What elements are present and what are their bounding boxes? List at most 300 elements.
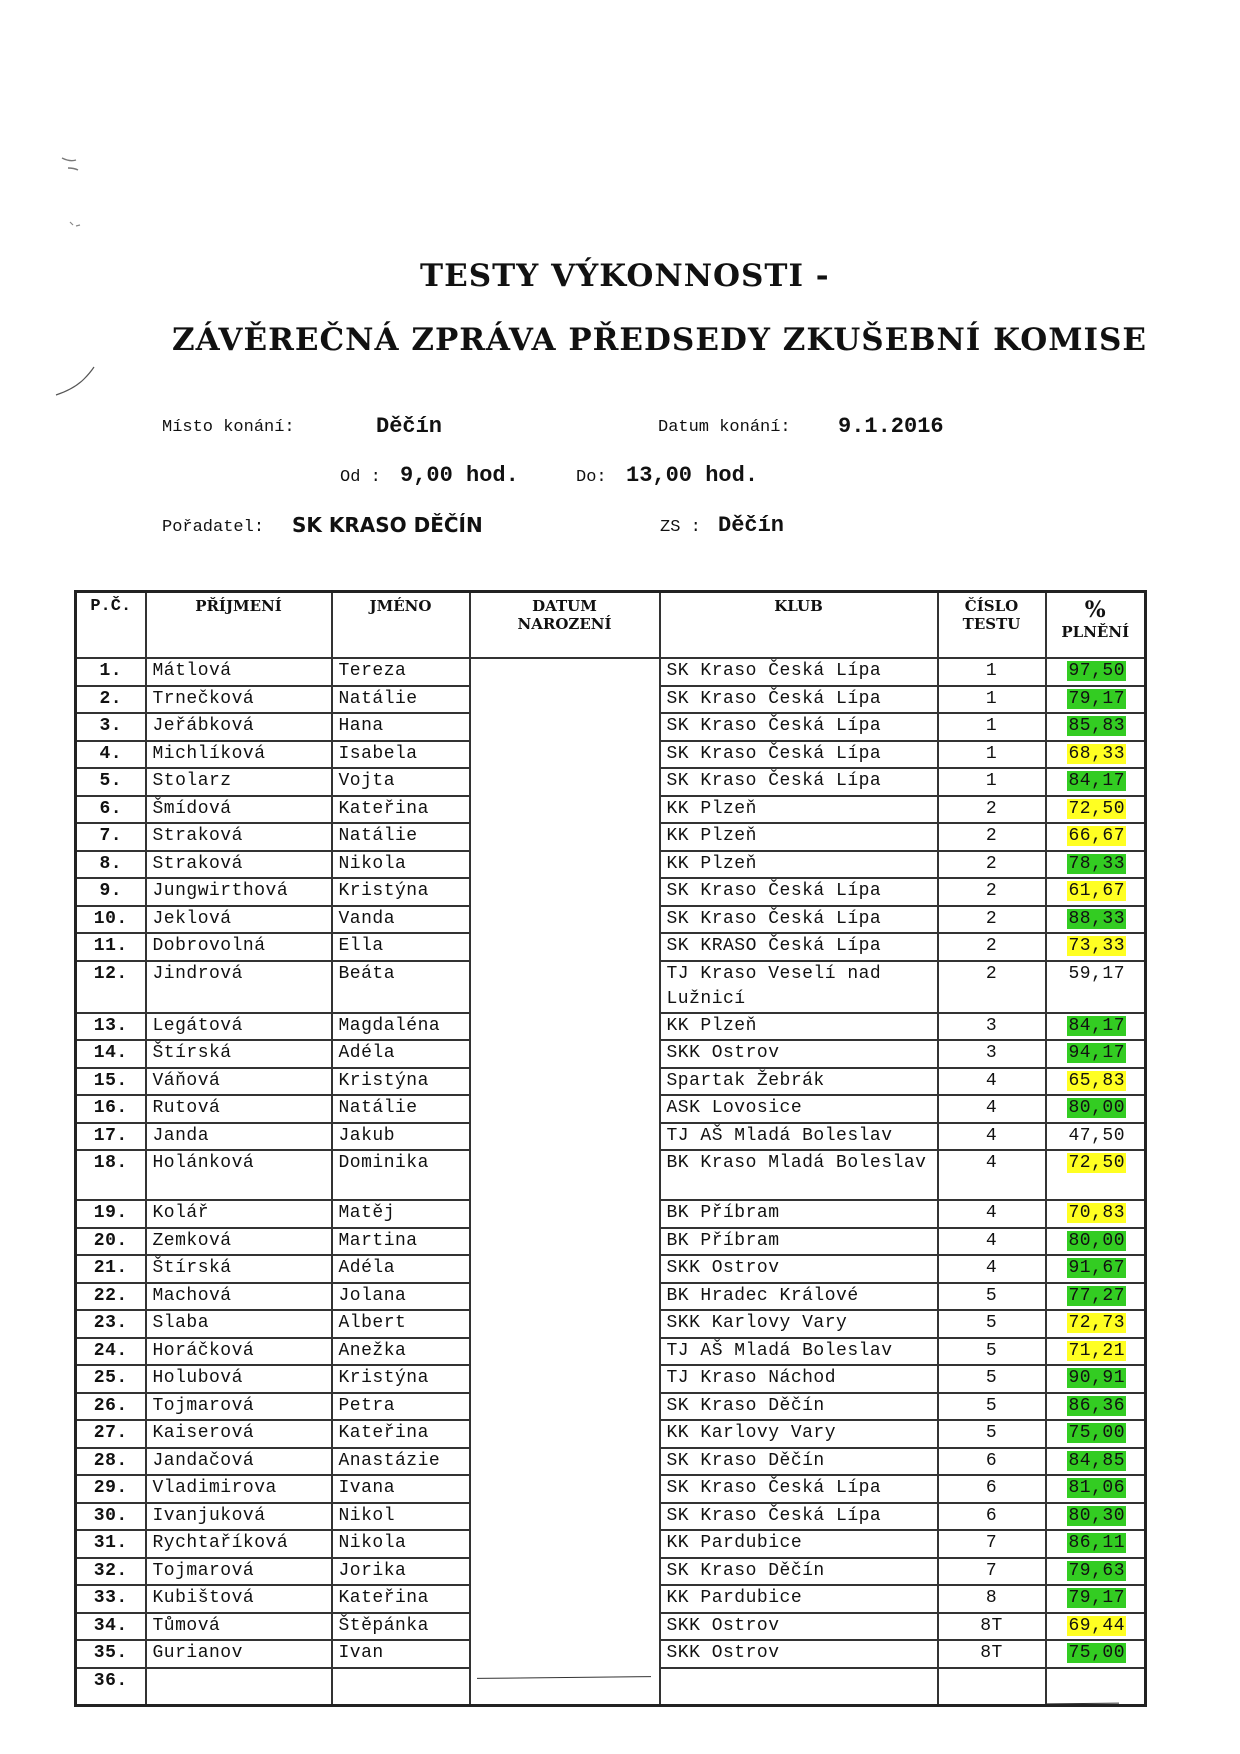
- dob-cell: [470, 1365, 660, 1393]
- results-table: [74, 590, 1147, 1707]
- percentage-cell: [1046, 1068, 1146, 1096]
- percentage-cell: [1046, 1150, 1146, 1200]
- row-number: 14.: [76, 1040, 146, 1068]
- name-cell: Ivana: [332, 1475, 470, 1503]
- percentage-value: 73,33: [1068, 936, 1125, 956]
- name-cell: Jakub: [332, 1123, 470, 1151]
- club-cell: SKK Ostrov: [660, 1040, 938, 1068]
- percentage-cell: [1046, 1448, 1146, 1476]
- dob-cell: [470, 1228, 660, 1256]
- percentage-cell: [1046, 686, 1146, 714]
- percentage-value: 84,17: [1068, 1015, 1125, 1036]
- to-label: Do:: [576, 468, 607, 487]
- header-name: [332, 592, 470, 659]
- surname-cell: Dobrovolná: [146, 933, 332, 961]
- club-cell: KK Plzeň: [660, 851, 938, 879]
- name-cell: Martina: [332, 1228, 470, 1256]
- test-number-cell: 6: [938, 1503, 1046, 1531]
- club-cell: SK Kraso Česká Lípa: [660, 713, 938, 741]
- table-row: [76, 1668, 1146, 1706]
- row-number: 30.: [76, 1503, 146, 1531]
- club-cell: BK Kraso Mladá Boleslav: [660, 1150, 938, 1200]
- surname-cell: Slaba: [146, 1310, 332, 1338]
- test-number-cell: 8: [938, 1585, 1046, 1613]
- place-value: Děčín: [376, 414, 443, 439]
- dob-cell: [470, 1310, 660, 1338]
- percentage-value: 77,27: [1068, 1285, 1125, 1306]
- dob-cell: [470, 796, 660, 824]
- dob-cell: [470, 1420, 660, 1448]
- percentage-value: 81,06: [1068, 1478, 1125, 1498]
- name-cell: [332, 1668, 470, 1706]
- percentage-cell: [1046, 1530, 1146, 1558]
- club-cell: SK Kraso Česká Lípa: [660, 1503, 938, 1531]
- club-cell: SK Kraso Česká Lípa: [660, 686, 938, 714]
- name-cell: Albert: [332, 1310, 470, 1338]
- name-cell: Štěpánka: [332, 1613, 470, 1641]
- dob-cell: [470, 1503, 660, 1531]
- test-number-cell: 4: [938, 1123, 1046, 1151]
- row-number: 12.: [76, 961, 146, 1013]
- header-dob-line1: DATUM: [532, 597, 597, 615]
- table-row: [76, 1200, 1146, 1228]
- percentage-value: 78,33: [1068, 853, 1125, 874]
- name-cell: Ella: [332, 933, 470, 961]
- name-cell: Adéla: [332, 1040, 470, 1068]
- row-number: 3.: [76, 713, 146, 741]
- dob-cell: [470, 1068, 660, 1096]
- name-cell: Nikol: [332, 1503, 470, 1531]
- surname-cell: Mátlová: [146, 658, 332, 686]
- test-number-cell: 4: [938, 1068, 1046, 1096]
- surname-cell: Štírská: [146, 1040, 332, 1068]
- test-number-cell: 5: [938, 1338, 1046, 1366]
- row-number: 29.: [76, 1475, 146, 1503]
- name-cell: Beáta: [332, 961, 470, 1013]
- club-cell: SK Kraso Česká Lípa: [660, 878, 938, 906]
- table-row: [76, 1283, 1146, 1311]
- club-cell: SK KRASO Česká Lípa: [660, 933, 938, 961]
- row-number: 16.: [76, 1095, 146, 1123]
- percentage-value: 72,50: [1068, 1153, 1125, 1173]
- club-cell: SK Kraso Česká Lípa: [660, 1475, 938, 1503]
- club-cell: TJ AŠ Mladá Boleslav: [660, 1123, 938, 1151]
- surname-cell: Vladimirova: [146, 1475, 332, 1503]
- test-number-cell: 2: [938, 851, 1046, 879]
- name-cell: Hana: [332, 713, 470, 741]
- header-name-text: JMÉNO: [369, 597, 432, 615]
- test-number-cell: 2: [938, 823, 1046, 851]
- row-number: 36.: [76, 1668, 146, 1706]
- zs-label: ZS :: [660, 518, 701, 537]
- surname-cell: Rutová: [146, 1095, 332, 1123]
- surname-cell: Ivanjuková: [146, 1503, 332, 1531]
- surname-cell: Tojmarová: [146, 1558, 332, 1586]
- dob-cell: [470, 1558, 660, 1586]
- percentage-value: 65,83: [1068, 1070, 1125, 1091]
- from-label: Od :: [340, 468, 381, 487]
- percentage-cell: [1046, 1668, 1146, 1706]
- percentage-cell: [1046, 851, 1146, 879]
- dob-cell: [470, 1338, 660, 1366]
- name-cell: Dominika: [332, 1150, 470, 1200]
- header-test-line1: ČÍSLO: [964, 597, 1019, 615]
- test-number-cell: 4: [938, 1228, 1046, 1256]
- surname-cell: [146, 1668, 332, 1706]
- dob-cell: [470, 1095, 660, 1123]
- club-cell: BK Hradec Králové: [660, 1283, 938, 1311]
- table-row: [76, 1420, 1146, 1448]
- club-cell: SK Kraso Česká Lípa: [660, 741, 938, 769]
- surname-cell: Jeřábková: [146, 713, 332, 741]
- row-number: 26.: [76, 1393, 146, 1421]
- test-number-cell: 1: [938, 713, 1046, 741]
- percentage-cell: [1046, 1585, 1146, 1613]
- test-number-cell: 2: [938, 961, 1046, 1013]
- surname-cell: Jandačová: [146, 1448, 332, 1476]
- percentage-cell: [1046, 1200, 1146, 1228]
- name-cell: Adéla: [332, 1255, 470, 1283]
- percentage-value: 72,73: [1068, 1313, 1125, 1333]
- club-cell: KK Karlovy Vary: [660, 1420, 938, 1448]
- test-number-cell: 7: [938, 1558, 1046, 1586]
- test-number-cell: 3: [938, 1013, 1046, 1041]
- surname-cell: Gurianov: [146, 1640, 332, 1668]
- row-number: 34.: [76, 1613, 146, 1641]
- percentage-value: 84,85: [1068, 1450, 1125, 1471]
- row-number: 19.: [76, 1200, 146, 1228]
- dob-cell: [470, 1640, 660, 1668]
- surname-cell: Rychtaříková: [146, 1530, 332, 1558]
- row-number: 18.: [76, 1150, 146, 1200]
- test-number-cell: 5: [938, 1310, 1046, 1338]
- surname-cell: Michlíková: [146, 741, 332, 769]
- zs-value: Děčín: [718, 513, 785, 538]
- club-cell: KK Pardubice: [660, 1585, 938, 1613]
- test-number-cell: 2: [938, 878, 1046, 906]
- header-test: [938, 592, 1046, 659]
- table-row: [76, 1530, 1146, 1558]
- percentage-cell: [1046, 1475, 1146, 1503]
- header-pc-text: P.Č.: [90, 597, 132, 616]
- percentage-cell: [1046, 1255, 1146, 1283]
- row-number: 25.: [76, 1365, 146, 1393]
- percentage-cell: [1046, 1558, 1146, 1586]
- table-row: [76, 1558, 1146, 1586]
- percentage-value: 85,83: [1068, 716, 1125, 736]
- table-row: [76, 933, 1146, 961]
- table-row: [76, 1013, 1146, 1041]
- header-club: [660, 592, 938, 659]
- percentage-value: 90,91: [1068, 1368, 1125, 1388]
- club-cell: ASK Lovosice: [660, 1095, 938, 1123]
- row-number: 35.: [76, 1640, 146, 1668]
- name-cell: Natálie: [332, 686, 470, 714]
- table-row: [76, 1123, 1146, 1151]
- club-cell: SKK Ostrov: [660, 1255, 938, 1283]
- percentage-value: 97,50: [1068, 661, 1125, 681]
- surname-cell: Jeklová: [146, 906, 332, 934]
- percentage-value: 72,50: [1068, 798, 1125, 819]
- row-number: 2.: [76, 686, 146, 714]
- row-number: 21.: [76, 1255, 146, 1283]
- club-cell: KK Pardubice: [660, 1530, 938, 1558]
- row-number: 13.: [76, 1013, 146, 1041]
- surname-cell: Tojmarová: [146, 1393, 332, 1421]
- dob-cell: [470, 1393, 660, 1421]
- test-number-cell: 1: [938, 741, 1046, 769]
- surname-cell: Šmídová: [146, 796, 332, 824]
- row-number: 11.: [76, 933, 146, 961]
- row-number: 17.: [76, 1123, 146, 1151]
- percentage-cell: [1046, 1040, 1146, 1068]
- percentage-cell: [1046, 1013, 1146, 1041]
- dob-cell: [470, 1123, 660, 1151]
- percentage-value: 80,00: [1068, 1098, 1125, 1118]
- test-number-cell: 2: [938, 796, 1046, 824]
- table-row: [76, 658, 1146, 686]
- organizer-value: SK KRASO DĚČÍN: [292, 513, 483, 537]
- table-row: [76, 1095, 1146, 1123]
- club-cell: TJ Kraso Veselí nad Lužnicí: [660, 961, 938, 1013]
- header-surname: [146, 592, 332, 659]
- surname-cell: Kaiserová: [146, 1420, 332, 1448]
- percentage-cell: [1046, 1310, 1146, 1338]
- percentage-value: 69,44: [1068, 1615, 1125, 1636]
- percentage-value: 79,17: [1068, 1588, 1125, 1608]
- date-label: Datum konání:: [658, 418, 791, 437]
- club-cell: SKK Ostrov: [660, 1640, 938, 1668]
- club-cell: BK Příbram: [660, 1228, 938, 1256]
- header-dob: [470, 592, 660, 659]
- percentage-cell: [1046, 1420, 1146, 1448]
- percentage-value: 75,00: [1068, 1423, 1125, 1443]
- name-cell: Jolana: [332, 1283, 470, 1311]
- percentage-cell: [1046, 768, 1146, 796]
- table-row: [76, 1503, 1146, 1531]
- row-number: 33.: [76, 1585, 146, 1613]
- test-number-cell: 5: [938, 1393, 1046, 1421]
- dob-cell: [470, 1040, 660, 1068]
- test-number-cell: 5: [938, 1420, 1046, 1448]
- strike-line: [476, 1676, 650, 1679]
- surname-cell: Holubová: [146, 1365, 332, 1393]
- test-number-cell: 4: [938, 1150, 1046, 1200]
- percentage-cell: [1046, 1228, 1146, 1256]
- percentage-value: 94,17: [1068, 1043, 1125, 1063]
- test-number-cell: 4: [938, 1095, 1046, 1123]
- test-number-cell: 7: [938, 1530, 1046, 1558]
- percentage-cell: [1046, 878, 1146, 906]
- surname-cell: Straková: [146, 851, 332, 879]
- percentage-value: 80,30: [1068, 1505, 1125, 1526]
- test-number-cell: 3: [938, 1040, 1046, 1068]
- dob-cell: [470, 1475, 660, 1503]
- title-line-2: ZÁVĚREČNÁ ZPRÁVA PŘEDSEDY ZKUŠEBNÍ KOMISE: [172, 322, 1148, 358]
- percentage-cell: [1046, 1503, 1146, 1531]
- test-number-cell: 4: [938, 1200, 1046, 1228]
- header-pct: [1046, 592, 1146, 659]
- percentage-value: 91,67: [1068, 1258, 1125, 1278]
- surname-cell: Straková: [146, 823, 332, 851]
- club-cell: KK Plzeň: [660, 1013, 938, 1041]
- club-cell: SK Kraso Děčín: [660, 1448, 938, 1476]
- row-number: 23.: [76, 1310, 146, 1338]
- dob-cell: [470, 1668, 660, 1706]
- percentage-value: 59,17: [1068, 963, 1125, 984]
- club-cell: SK Kraso Děčín: [660, 1393, 938, 1421]
- row-number: 24.: [76, 1338, 146, 1366]
- table-row: [76, 1365, 1146, 1393]
- name-cell: Nikola: [332, 851, 470, 879]
- table-row: [76, 1585, 1146, 1613]
- name-cell: Kristýna: [332, 1365, 470, 1393]
- row-number: 6.: [76, 796, 146, 824]
- surname-cell: Zemková: [146, 1228, 332, 1256]
- name-cell: Anežka: [332, 1338, 470, 1366]
- table-row: [76, 823, 1146, 851]
- percentage-value: 86,36: [1068, 1395, 1125, 1416]
- test-number-cell: 6: [938, 1448, 1046, 1476]
- percentage-value: 84,17: [1068, 771, 1125, 791]
- to-value: 13,00 hod.: [626, 463, 759, 488]
- test-number-cell: 1: [938, 686, 1046, 714]
- surname-cell: Janda: [146, 1123, 332, 1151]
- row-number: 28.: [76, 1448, 146, 1476]
- table-row: [76, 768, 1146, 796]
- table-row: [76, 1150, 1146, 1200]
- percentage-cell: [1046, 933, 1146, 961]
- table-row: [76, 906, 1146, 934]
- dob-cell: [470, 658, 660, 686]
- header-surname-text: PŘÍJMENÍ: [195, 597, 282, 615]
- dob-cell: [470, 851, 660, 879]
- row-number: 31.: [76, 1530, 146, 1558]
- table-row: [76, 1393, 1146, 1421]
- name-cell: Petra: [332, 1393, 470, 1421]
- percentage-cell: [1046, 1283, 1146, 1311]
- club-cell: BK Příbram: [660, 1200, 938, 1228]
- dob-cell: [470, 686, 660, 714]
- name-cell: Anastázie: [332, 1448, 470, 1476]
- percentage-value: 70,83: [1068, 1203, 1125, 1223]
- surname-cell: Tůmová: [146, 1613, 332, 1641]
- surname-cell: Jindrová: [146, 961, 332, 1013]
- test-number-cell: 1: [938, 768, 1046, 796]
- name-cell: Kateřina: [332, 1420, 470, 1448]
- table-row: [76, 1255, 1146, 1283]
- row-number: 15.: [76, 1068, 146, 1096]
- row-number: 1.: [76, 658, 146, 686]
- club-cell: SK Kraso Česká Lípa: [660, 658, 938, 686]
- percentage-value: [1124, 1671, 1126, 1691]
- table-row: [76, 1040, 1146, 1068]
- row-number: 9.: [76, 878, 146, 906]
- percentage-cell: [1046, 1095, 1146, 1123]
- name-cell: Matěj: [332, 1200, 470, 1228]
- row-number: 8.: [76, 851, 146, 879]
- percentage-cell: [1046, 658, 1146, 686]
- club-cell: SK Kraso Děčín: [660, 1558, 938, 1586]
- title-line-1: TESTY VÝKONNOSTI -: [420, 258, 830, 294]
- club-cell: TJ Kraso Náchod: [660, 1365, 938, 1393]
- surname-cell: Legátová: [146, 1013, 332, 1041]
- table-header-row: [76, 592, 1146, 659]
- surname-cell: Jungwirthová: [146, 878, 332, 906]
- test-number-cell: 5: [938, 1365, 1046, 1393]
- test-number-cell: 5: [938, 1283, 1046, 1311]
- dob-cell: [470, 1448, 660, 1476]
- percentage-value: 71,21: [1068, 1340, 1125, 1361]
- name-cell: Vanda: [332, 906, 470, 934]
- table-row: [76, 1640, 1146, 1668]
- name-cell: Tereza: [332, 658, 470, 686]
- club-cell: SK Kraso Česká Lípa: [660, 906, 938, 934]
- dob-cell: [470, 933, 660, 961]
- dob-cell: [470, 1013, 660, 1041]
- name-cell: Ivan: [332, 1640, 470, 1668]
- table-row: [76, 686, 1146, 714]
- club-cell: KK Plzeň: [660, 796, 938, 824]
- table-row: [76, 1475, 1146, 1503]
- club-cell: SK Kraso Česká Lípa: [660, 768, 938, 796]
- dob-cell: [470, 1255, 660, 1283]
- percentage-value: 61,67: [1068, 881, 1125, 901]
- surname-cell: Machová: [146, 1283, 332, 1311]
- table-row: [76, 796, 1146, 824]
- surname-cell: Holánková: [146, 1150, 332, 1200]
- percentage-cell: [1046, 1338, 1146, 1366]
- percentage-value: 68,33: [1068, 743, 1125, 764]
- dob-cell: [470, 1585, 660, 1613]
- row-number: 20.: [76, 1228, 146, 1256]
- header-pct-symbol: %: [1084, 597, 1106, 623]
- table-row: [76, 878, 1146, 906]
- surname-cell: Stolarz: [146, 768, 332, 796]
- name-cell: Magdaléna: [332, 1013, 470, 1041]
- club-cell: Spartak Žebrák: [660, 1068, 938, 1096]
- test-number-cell: 2: [938, 906, 1046, 934]
- percentage-value: 47,50: [1068, 1125, 1125, 1146]
- percentage-value: 66,67: [1068, 826, 1125, 846]
- percentage-cell: [1046, 1393, 1146, 1421]
- test-number-cell: 4: [938, 1255, 1046, 1283]
- dob-cell: [470, 961, 660, 1013]
- surname-cell: Trnečková: [146, 686, 332, 714]
- name-cell: Kateřina: [332, 1585, 470, 1613]
- dob-cell: [470, 1200, 660, 1228]
- name-cell: Kristýna: [332, 1068, 470, 1096]
- table-row: [76, 851, 1146, 879]
- name-cell: Nikola: [332, 1530, 470, 1558]
- percentage-value: 79,63: [1068, 1560, 1125, 1581]
- table-row: [76, 1068, 1146, 1096]
- table-row: [76, 961, 1146, 1013]
- strike-line: [1046, 1702, 1118, 1704]
- percentage-value: 86,11: [1068, 1533, 1125, 1553]
- test-number-cell: 8T: [938, 1613, 1046, 1641]
- test-number-cell: 8T: [938, 1640, 1046, 1668]
- dob-cell: [470, 878, 660, 906]
- percentage-cell: [1046, 713, 1146, 741]
- header-pc: [76, 592, 146, 659]
- header-test-line2: TESTU: [962, 615, 1021, 633]
- percentage-cell: [1046, 741, 1146, 769]
- row-number: 22.: [76, 1283, 146, 1311]
- percentage-cell: [1046, 1123, 1146, 1151]
- surname-cell: Kubištová: [146, 1585, 332, 1613]
- name-cell: Natálie: [332, 823, 470, 851]
